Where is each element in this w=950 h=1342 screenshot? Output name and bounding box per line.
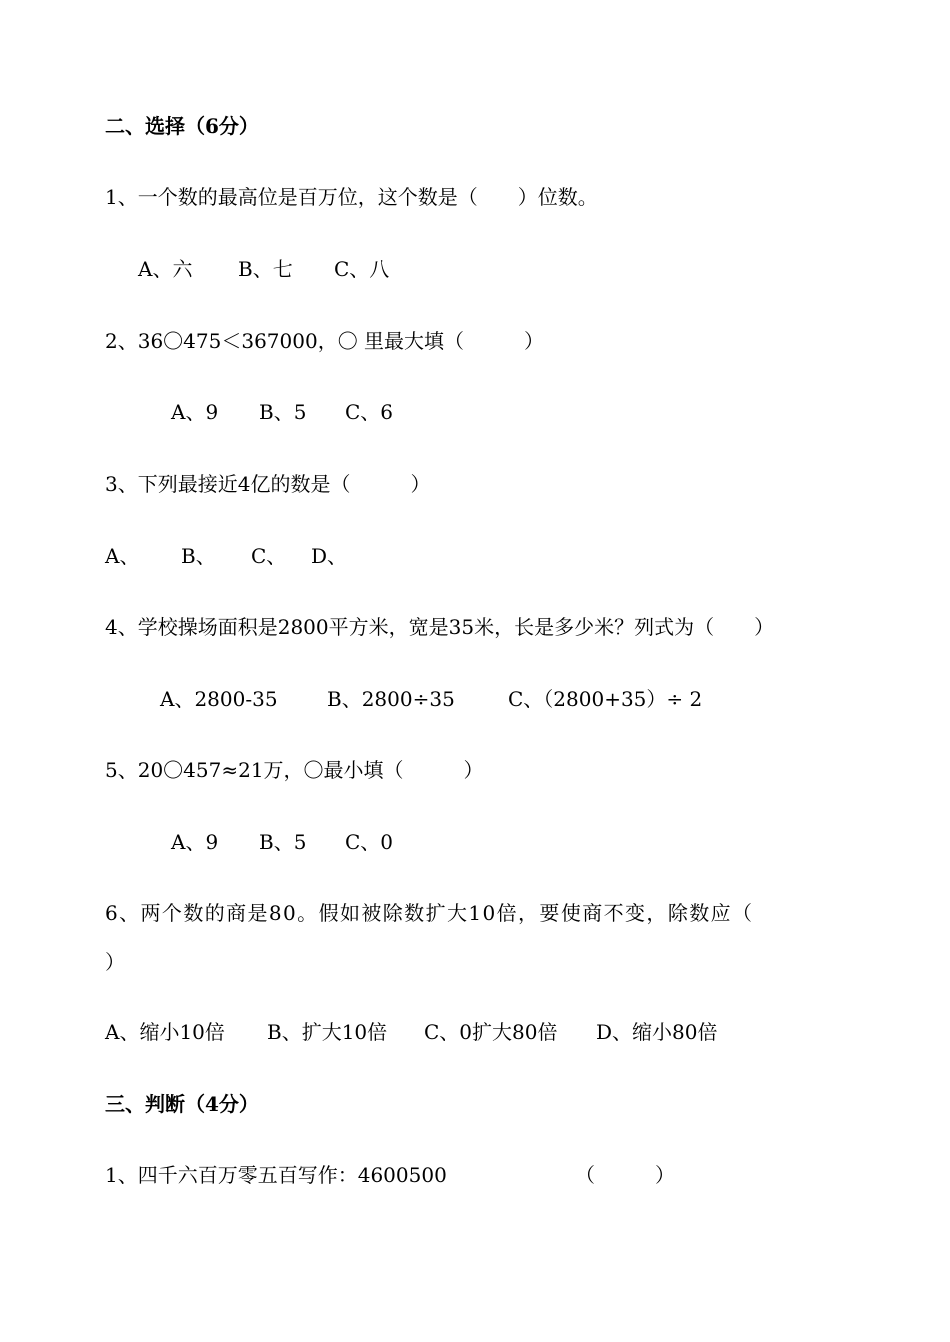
question-5-option-a: A、9 — [171, 830, 219, 854]
question-3-option-d: D、 — [311, 544, 348, 568]
question-5-option-b: B、5 — [259, 830, 307, 854]
section-heading-choice: 二、选择（6分） — [105, 114, 259, 138]
judge-1-blank: （ ） — [575, 1163, 675, 1187]
question-3-option-c: C、 — [251, 544, 287, 568]
question-3-stem: 3、下列最接近4亿的数是（ ） — [105, 472, 431, 496]
question-6-option-c: C、0扩大80倍 — [424, 1020, 558, 1044]
question-5-option-c: C、0 — [345, 830, 394, 854]
question-4-option-a: A、2800-35 — [160, 687, 278, 711]
question-6-option-b: B、扩大10倍 — [267, 1020, 388, 1044]
question-5-stem: 5、20〇457≈21万，〇最小填（ ） — [105, 758, 484, 782]
question-6-option-a: A、缩小10倍 — [105, 1020, 225, 1044]
question-2-stem: 2、36〇475＜367000，〇 里最大填（ ） — [105, 329, 545, 353]
question-4-option-b: B、2800÷35 — [327, 687, 455, 711]
judge-1-text: 1、四千六百万零五百写作：4600500 — [105, 1163, 447, 1187]
question-2-option-b: B、5 — [259, 400, 307, 424]
question-1-option-a: A、六 — [138, 257, 193, 281]
question-3-option-b: B、 — [181, 544, 216, 568]
question-6-stem-line1: 6、两个数的商是80。假如被除数扩大10倍，要使商不变，除数应（ — [105, 901, 754, 925]
question-6-stem-line2: ） — [105, 950, 125, 974]
question-3-option-a: A、 — [105, 544, 140, 568]
question-2-option-c: C、6 — [345, 400, 394, 424]
question-1-option-b: B、七 — [238, 257, 293, 281]
section-heading-judge: 三、判断（4分） — [105, 1092, 259, 1116]
question-6-option-d: D、缩小80倍 — [596, 1020, 718, 1044]
question-4-stem: 4、学校操场面积是2800平方米，宽是35米，长是多少米？列式为（ ） — [105, 615, 775, 639]
question-1-stem: 1、一个数的最高位是百万位，这个数是（ ）位数。 — [105, 185, 598, 209]
question-1-option-c: C、八 — [334, 257, 390, 281]
question-2-option-a: A、9 — [171, 400, 219, 424]
question-4-option-c: C、（2800+35）÷ 2 — [508, 687, 703, 711]
